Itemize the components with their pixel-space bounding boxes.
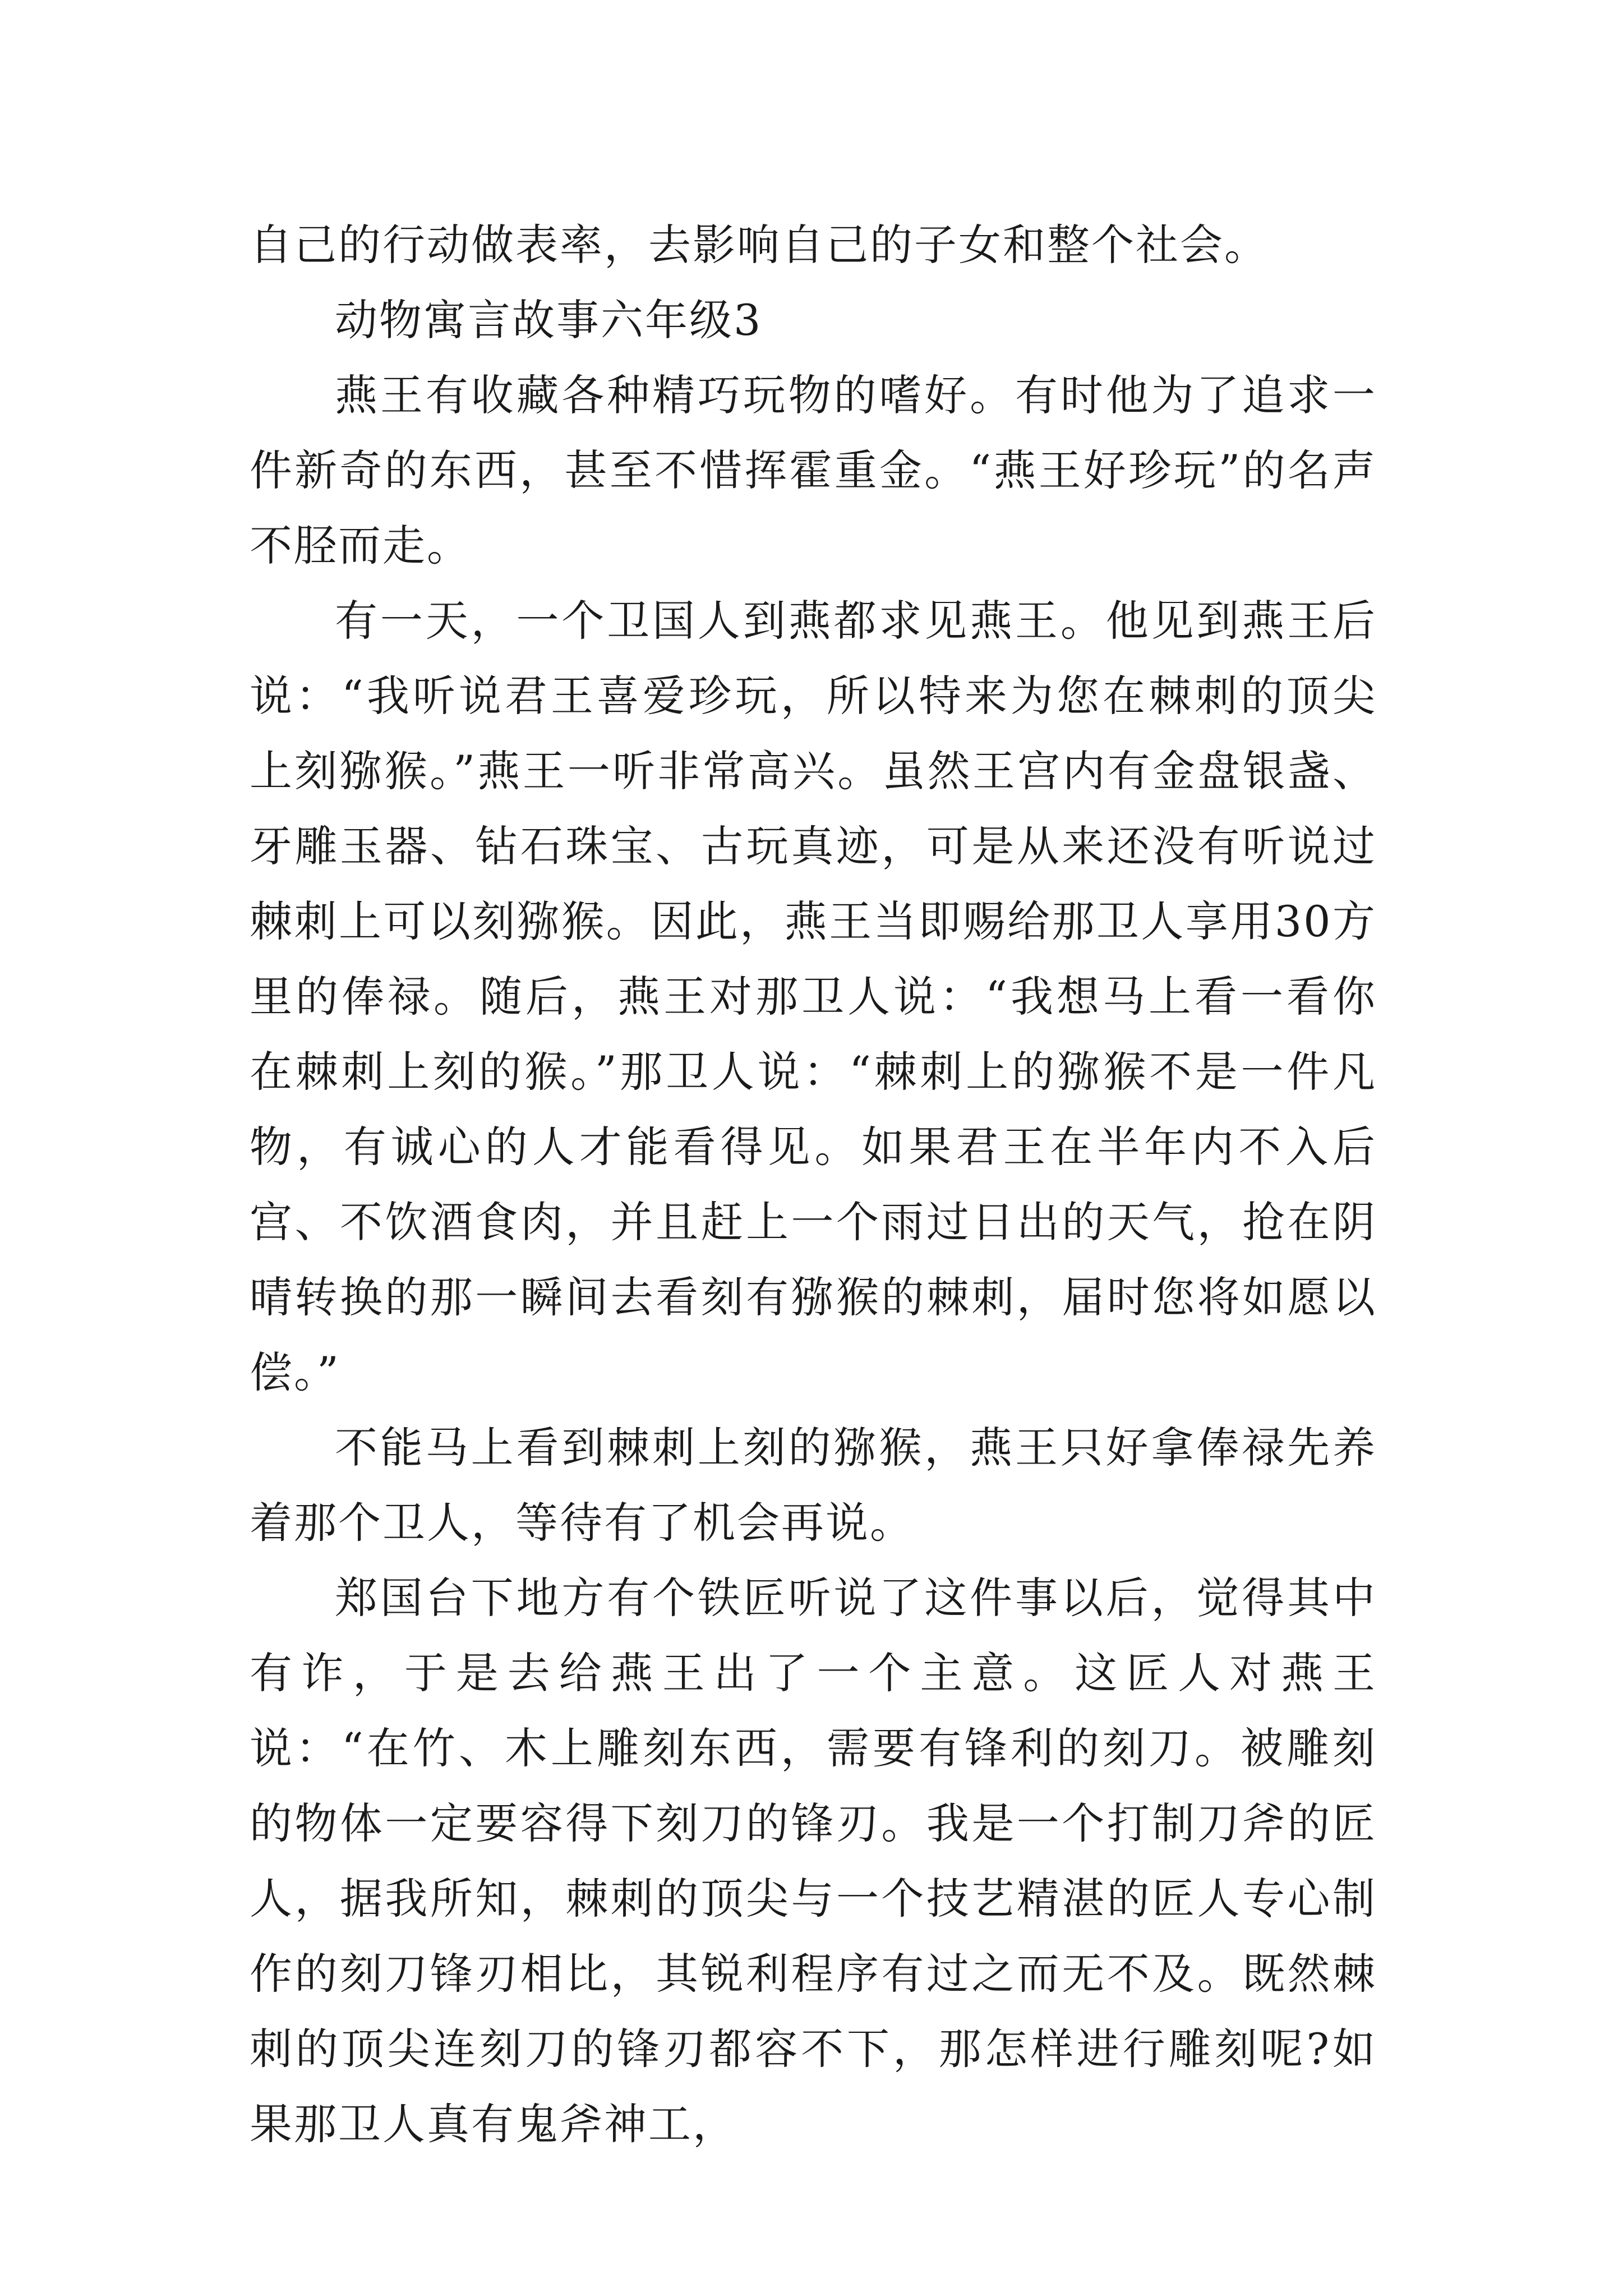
paragraph-waiting: 不能马上看到棘刺上刻的猕猴，燕王只好拿俸禄先养着那个卫人，等待有了机会再说。 <box>250 1423 1377 1548</box>
paragraph-visitor: 有一天，一个卫国人到燕都求见燕王。他见到燕王后说：“我听说君王喜爱珍玩，所以特来为您在棘刺的顶尖上刻猕猴。”燕王一听非常高兴。虽然王宫内有金盘银盏、牙雕玉器、钻石珠宝、古玩真迹，可是从来还没有听说过棘刺上可以刻猕猴。因此，燕王当即赐给那卫人享用30方里的俸禄。随后，燕王对那卫人说：“我想马上看一看你在棘刺上刻的猴。”那卫人说：“棘刺上的猕猴不是一件凡物，有诚心的人才能看得见。如果君王在半年内不入后宫、不饮酒食肉，并且赶上一个雨过日出的天气，抢在阴晴转换的那一瞬间去看刻有猕猴的棘刺，届时您将如愿以偿。” <box>250 596 1377 1397</box>
paragraph-blacksmith: 郑国台下地方有个铁匠听说了这件事以后，觉得其中有诈，于是去给燕王出了一个主意。这匠人对燕王说：“在竹、木上雕刻东西，需要有锋利的刻刀。被雕刻的物体一定要容得下刻刀的锋刃。我是一个打制刀斧的匠人，据我所知，棘刺的顶尖与一个技艺精湛的匠人专心制作的刻刀锋刃相比，其锐利程序有过之而无不及。既然棘刺的顶尖连刻刀的锋刃都容不下，那怎样进行雕刻呢?如果那卫人真有鬼斧神工， <box>250 1573 1377 2149</box>
paragraph-continuation: 自己的行动做表率，去影响自己的子女和整个社会。 <box>250 220 1269 270</box>
paragraph-intro: 燕王有收藏各种精巧玩物的嗜好。有时他为了追求一件新奇的东西，甚至不惜挥霍重金。“燕王好珍玩”的名声不胫而走。 <box>250 370 1377 570</box>
document-body <box>250 208 1377 2162</box>
story-heading: 动物寓言故事六年级3 <box>335 295 763 345</box>
